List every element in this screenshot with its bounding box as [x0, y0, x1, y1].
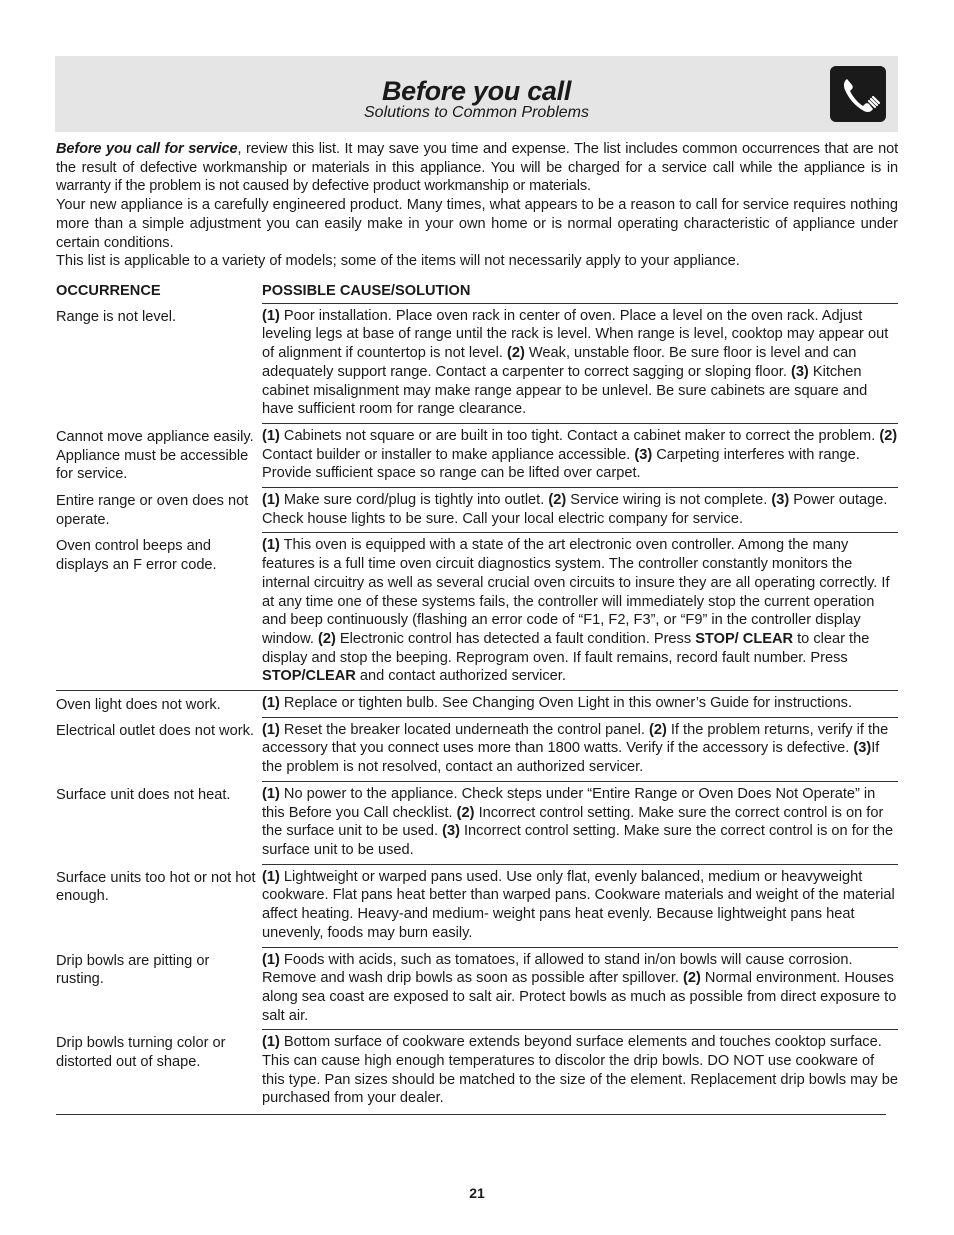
table-row — [56, 487, 898, 532]
solution-cell: (1) Cabinets not square or are built in too tight. Contact a cabinet maker to correct the problem. (2) Contact builder or installer to make appliance accessible. (3) Carpeting interferes with range. Provide sufficient space so range can be lifted over carpet. — [262, 423, 898, 487]
page-subtitle: Solutions to Common Problems — [364, 104, 589, 121]
table-bottom-rule — [56, 1114, 886, 1115]
solution-cell: (1) Reset the breaker located underneath the control panel. (2) If the problem returns, verify if the accessory that you connect uses more than 1800 watts. Verify if the accessory is defective. (3)If the problem is not resolved, contact an authorized servicer. — [262, 717, 898, 781]
table-header — [56, 282, 898, 303]
occurrence-cell: Oven light does not work. — [56, 697, 221, 714]
table-row — [56, 303, 898, 423]
table-row — [56, 532, 898, 690]
occurrence-cell: Oven control beeps and displays an F error code. — [56, 538, 217, 574]
page-number: 21 — [469, 1185, 485, 1201]
solution-cell: (1) Poor installation. Place oven rack in center of oven. Place a level on the oven rack. Adjust leveling legs at base of range until the rack is level. When range is level, cooktop may appear out of alignment if countertop is not level. (2) Weak, unstable floor. Be sure floor is level and can adequately support range. Contact a carpenter to correct sagging or sloping floor. (3) Kitchen cabinet misalignment may make range appear to be unlevel. Be sure cabinets are square and have sufficient room for range clearance. — [262, 303, 898, 423]
solution-cell: (1) Make sure cord/plug is tightly into outlet. (2) Service wiring is not complete. (3) Power outage. Check house lights to be sure. Call your local electric company for service. — [262, 487, 898, 532]
solution-cell: (1) Bottom surface of cookware extends beyond surface elements and touches cooktop surface. This can cause high enough temperatures to discolor the drip bowls. DO NOT use cookware of this type. Pan sizes should be matched to the size of the element. Replacement drip bowls may be purchased from your dealer. — [262, 1029, 898, 1114]
page-header — [55, 56, 898, 132]
solution-cell: (1) Replace or tighten bulb. See Changing Oven Light in this owner’s Guide for instructions. — [262, 695, 853, 712]
telephone-handset-icon — [830, 66, 886, 122]
occurrence-cell: Surface unit does not heat. — [56, 786, 231, 803]
occurrence-cell: Electrical outlet does not work. — [56, 722, 254, 739]
intro-paragraph-1 — [56, 140, 898, 196]
table-row — [56, 947, 898, 1030]
table-row — [56, 717, 898, 781]
intro-paragraph-3: This list is applicable to a variety of models; some of the items will not necessarily apply to your appliance. — [56, 253, 740, 270]
occurrence-cell: Surface units too hot or not hot enough. — [56, 869, 256, 905]
table-row — [56, 781, 898, 864]
occurrence-cell: Entire range or oven does not operate. — [56, 493, 249, 528]
table-row — [56, 1029, 898, 1114]
solution-cell: (1) This oven is equipped with a state of the art electronic oven controller. Among the many features is a full time oven circuit diagnostics system. The controller constantly monitors the internal circuitry as well as several crucial oven circuits to insure they are all operating correctly. If at any time one of these systems fails, the controller will immediately stop the current operation and beep continuously (flashing an error code of “F1, F2, F3”, or “F9” in the controller display window. (2) Electronic control has detected a fault condition. Press STOP/ CLEAR to clear the display and stop the beeping. Reprogram oven. If fault remains, record fault number. Press STOP/CLEAR and contact authorized servicer. — [262, 532, 898, 690]
occurrence-cell: Cannot move appliance easily. Appliance must be accessible for service. — [56, 428, 254, 483]
solution-cell: (1) Foods with acids, such as tomatoes, if allowed to stand in/on bowls will cause corrosion. Remove and wash drip bowls as soon as possible after spillover. (2) Normal environment. Houses along sea coast are exposed to salt air. Protect bowls as much as possible from direct exposure to salt air. — [262, 947, 898, 1030]
table-row — [56, 864, 898, 947]
table-row — [56, 423, 898, 487]
intro-text — [56, 140, 898, 271]
solution-cell: (1) No power to the appliance. Check steps under “Entire Range or Oven Does Not Operate” in this Before you Call checklist. (2) Incorrect control setting. Make sure the correct control is on for the surface unit to be used. (3) Incorrect control setting. Make sure the correct control is on for the surface unit to be used. — [262, 781, 898, 864]
table-row — [56, 690, 898, 717]
occurrence-cell: Drip bowls are pitting or rusting. — [56, 952, 210, 988]
page-title: Before you call — [381, 76, 572, 106]
occurrence-cell: Range is not level. — [56, 308, 177, 325]
solution-cell: (1) Lightweight or warped pans used. Use only flat, evenly balanced, medium or heavyweight cookware. Flat pans heat better than warped pans. Cookware materials and weight of the material affect heating. Heavy-and medium- weight pans heat evenly. Because lightweight pans heat unevenly, foods may burn easily. — [262, 864, 898, 947]
troubleshooting-table — [56, 282, 898, 1115]
column-header-occurrence: OCCURRENCE — [56, 283, 161, 299]
column-header-solution: POSSIBLE CAUSE/SOLUTION — [262, 283, 471, 299]
intro-paragraph-1-text: , review this list. It may save you time and expense. The list includes common occurrences that are not the result of defective workmanship or materials in this appliance. You will be charged for a service call while the appliance is in warranty if the problem is not caused by defective product workmanship or materials. — [56, 141, 898, 195]
intro-paragraph-2: Your new appliance is a carefully engineered product. Many times, what appears to be a reason to call for service requires nothing more than a simple adjustment you can easily make in your own home or is normal operating characteristic of appliance under certain conditions. — [56, 197, 898, 251]
occurrence-cell: Drip bowls turning color or distorted out of shape. — [56, 1035, 226, 1071]
intro-lead: Before you call for service — [56, 141, 238, 157]
